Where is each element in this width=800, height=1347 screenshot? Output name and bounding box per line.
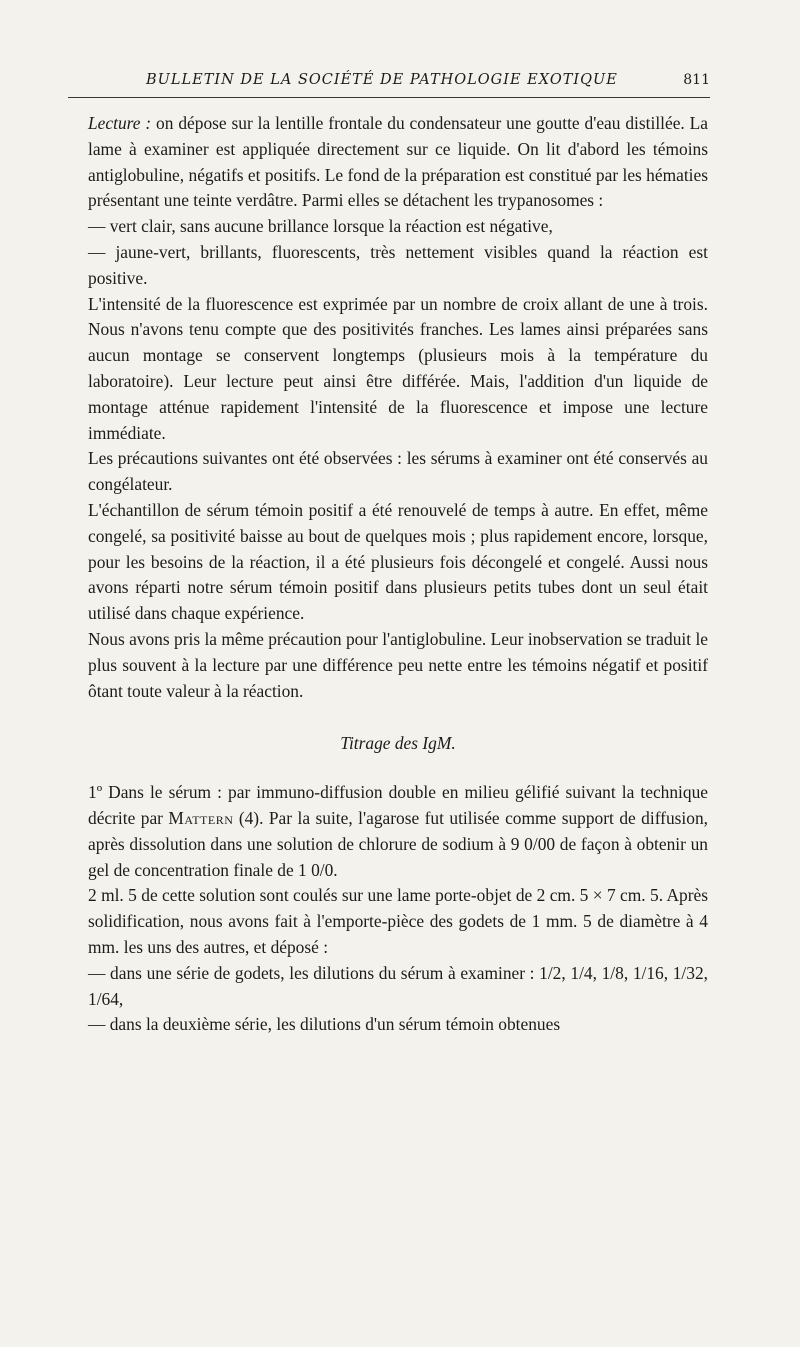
dash-item-positive: — jaune-vert, brillants, fluorescents, très nettement visibles quand la réaction est positive. bbox=[88, 241, 708, 288]
paragraph-echantillon: L'échantillon de sérum témoin positif a été renouvelé de temps à autre. En effet, même congelé, sa positivité baisse au bout de quelques mois ; plus rapidement encore, lorsque, pour les besoins de la réaction, il a été plusieurs fois décongelé et congelé. Aussi nous avons réparti notre sérum témoin positif dans plusieurs petits tubes dont un seul était utilisé dans chaque expérience. bbox=[88, 499, 708, 624]
author-name: Mattern bbox=[168, 807, 234, 828]
article-body bbox=[88, 111, 708, 1038]
paragraph-text: on dépose sur la lentille frontale du condensateur une goutte d'eau distillée. La lame à examiner est appliquée directement sur ce liquide. On lit d'abord les témoins antiglobuline, négatifs et positifs. Le fond de la préparation est constitué par les hématies présentant une teinte verdâtre. Parmi elles se détachent les trypanosomes : bbox=[88, 113, 709, 211]
paragraph-lecture bbox=[88, 111, 708, 214]
paragraph-text: (4). Par la suite, l'agarose fut utilisée comme support de diffusion, après dissolution dans une solution de chlorure de sodium à 9 0/00 de façon à obtenir un gel de concentration finale de 1 0/0. bbox=[88, 807, 708, 880]
paragraph-lead: Lecture : bbox=[88, 113, 152, 133]
running-header bbox=[68, 72, 710, 96]
paragraph-text: 1º Dans le sérum : par immuno-diffusion double en milieu gélifié suivant la technique décrite par bbox=[88, 782, 708, 828]
section-title: Titrage des IgM. bbox=[340, 733, 456, 754]
header-rule bbox=[68, 97, 710, 98]
dash-item-dilutions: — dans une série de godets, les dilutions du sérum à examiner : 1/2, 1/4, 1/8, 1/16, 1/32, 1/64, bbox=[88, 962, 708, 1009]
dash-item-temoin: — dans la deuxième série, les dilutions d'un sérum témoin obtenues bbox=[88, 1014, 561, 1035]
paragraph-precautions: Les précautions suivantes ont été observées : les sérums à examiner ont été conservés au congélateur. bbox=[88, 448, 708, 495]
dash-item-negative: — vert clair, sans aucune brillance lorsque la réaction est négative, bbox=[88, 216, 553, 237]
page-number: 811 bbox=[683, 72, 710, 88]
paragraph-antiglobuline: Nous avons pris la même précaution pour l'antiglobuline. Leur inobservation se traduit le plus souvent à la lecture par une différence peu nette entre les témoins négatif et positif ôtant toute valeur à la réaction. bbox=[88, 628, 708, 701]
running-title: BULLETIN DE LA SOCIÉTÉ DE PATHOLOGIE EXOTIQUE bbox=[146, 72, 618, 88]
paragraph-serum bbox=[88, 780, 708, 883]
paragraph-intensity: L'intensité de la fluorescence est exprimée par un nombre de croix allant de une à trois. Nous n'avons tenu compte que des positivités franches. Les lames ainsi préparées sans aucun montage se conservent longtemps (plusieurs mois à la température du laboratoire). Leur lecture peut ainsi être différée. Mais, l'addition d'un liquide de montage atténue rapidement l'intensité de la fluorescence et impose une lecture immédiate. bbox=[88, 293, 708, 443]
paragraph-solution: 2 ml. 5 de cette solution sont coulés sur une lame porte-objet de 2 cm. 5 × 7 cm. 5. Après solidification, nous avons fait à l'emporte-pièce des godets de 1 mm. 5 de diamètre à 4 mm. les uns des autres, et déposé : bbox=[88, 885, 708, 957]
